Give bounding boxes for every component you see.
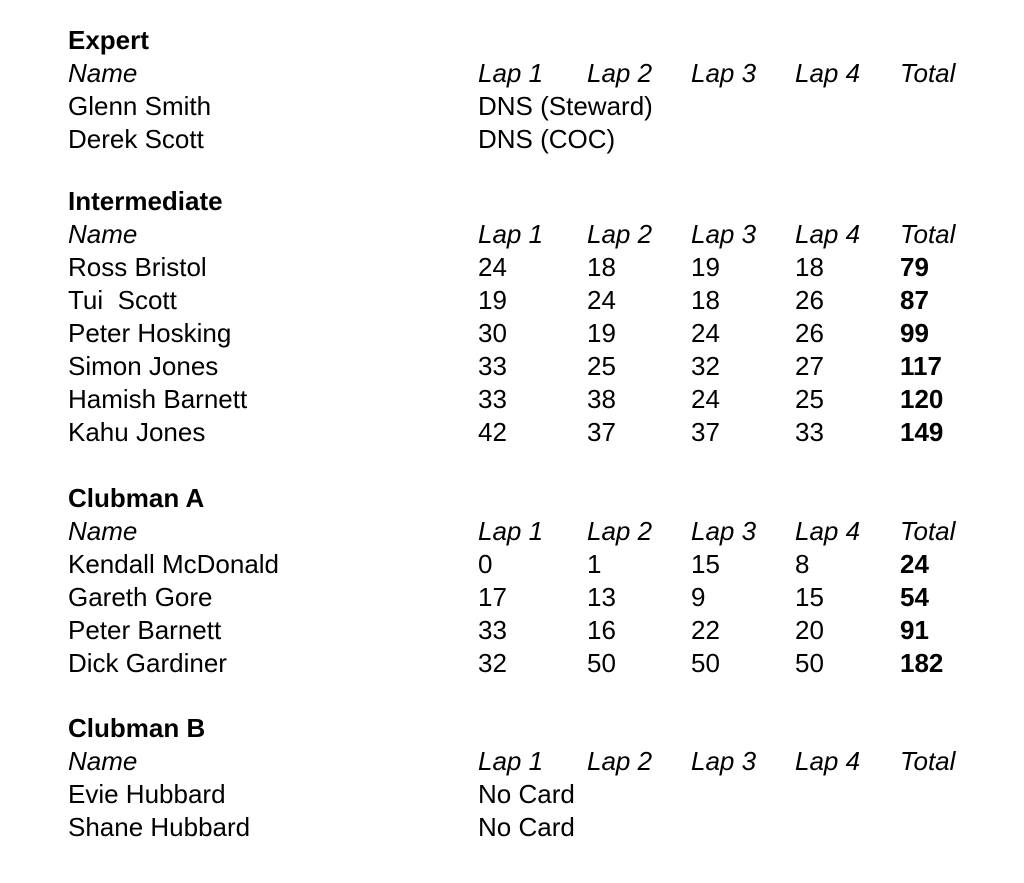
lap3-score: 22 [691,615,720,645]
header-lap4: Lap 4 [795,746,861,776]
lap2-score: 13 [587,582,616,612]
header-lap4: Lap 4 [795,58,861,88]
lap3-score: 50 [691,648,720,678]
lap2-score: 24 [587,285,616,315]
rider-row [0,284,1024,317]
header-lap2: Lap 2 [587,58,653,88]
header-lap4: Lap 4 [795,219,861,249]
lap3-score: 24 [691,318,720,348]
header-lap4: Lap 4 [795,516,861,546]
lap4-score: 26 [795,318,824,348]
lap4-score: 27 [795,351,824,381]
rider-row [0,548,1024,581]
column-header-row [0,745,1024,778]
rider-name: Evie Hubbard [68,779,226,809]
column-header-row [0,218,1024,251]
lap2-score: 25 [587,351,616,381]
total-score: 182 [900,648,944,678]
rider-name: Peter Hosking [68,318,232,348]
header-total: Total [900,516,956,546]
section-intermediate [0,185,1024,449]
lap3-score: 18 [691,285,720,315]
header-name: Name [68,219,138,249]
lap2-score: 19 [587,318,616,348]
rider-row [0,614,1024,647]
lap4-score: 26 [795,285,824,315]
rider-row [0,317,1024,350]
section-title-text: Expert [68,25,149,55]
lap3-score: 24 [691,384,720,414]
rider-row [0,383,1024,416]
header-lap3: Lap 3 [691,219,757,249]
rider-status-note: DNS (Steward) [478,91,653,121]
rider-row [0,123,1024,156]
section-title [0,185,1024,218]
rider-name: Simon Jones [68,351,219,381]
rider-name: Kahu Jones [68,417,206,447]
section-clubman-a [0,482,1024,680]
rider-name: Glenn Smith [68,91,212,121]
lap3-score: 32 [691,351,720,381]
lap1-score: 24 [478,252,507,282]
header-lap3: Lap 3 [691,58,757,88]
rider-name: Kendall McDonald [68,549,280,579]
lap4-score: 8 [795,549,810,579]
rider-row [0,416,1024,449]
header-lap1: Lap 1 [478,58,544,88]
section-title [0,482,1024,515]
rider-row [0,90,1024,123]
total-score: 117 [900,351,942,381]
lap3-score: 19 [691,252,720,282]
section-title-text: Clubman A [68,483,205,513]
lap2-score: 18 [587,252,616,282]
lap2-score: 1 [587,549,602,579]
lap3-score: 37 [691,417,720,447]
header-lap2: Lap 2 [587,219,653,249]
total-score: 120 [900,384,944,414]
lap1-score: 32 [478,648,507,678]
total-score: 79 [900,252,929,282]
lap1-score: 33 [478,351,507,381]
rider-row [0,581,1024,614]
lap4-score: 33 [795,417,824,447]
section-title [0,24,1024,57]
section-clubman-b [0,712,1024,844]
total-score: 54 [900,582,929,612]
rider-name: Hamish Barnett [68,384,248,414]
rider-name: Gareth Gore [68,582,213,612]
section-title-text: Clubman B [68,713,206,743]
column-header-row [0,57,1024,90]
rider-row [0,350,1024,383]
header-lap2: Lap 2 [587,516,653,546]
rider-name: Shane Hubbard [68,812,251,842]
column-header-row [0,515,1024,548]
lap2-score: 50 [587,648,616,678]
lap1-score: 33 [478,384,507,414]
header-total: Total [900,58,956,88]
lap4-score: 20 [795,615,824,645]
lap1-score: 33 [478,615,507,645]
section-expert [0,24,1024,156]
lap4-score: 25 [795,384,824,414]
lap2-score: 37 [587,417,616,447]
header-lap1: Lap 1 [478,746,544,776]
rider-row [0,251,1024,284]
rider-status-note: No Card [478,779,575,809]
lap4-score: 15 [795,582,824,612]
header-lap1: Lap 1 [478,516,544,546]
lap1-score: 17 [478,582,507,612]
rider-name: Ross Bristol [68,252,207,282]
lap1-score: 0 [478,549,493,579]
header-lap3: Lap 3 [691,516,757,546]
rider-status-note: No Card [478,812,575,842]
lap1-score: 42 [478,417,507,447]
section-title [0,712,1024,745]
lap2-score: 16 [587,615,616,645]
lap4-score: 18 [795,252,824,282]
total-score: 91 [900,615,929,645]
header-name: Name [68,58,138,88]
header-name: Name [68,516,138,546]
header-total: Total [900,219,956,249]
lap4-score: 50 [795,648,824,678]
rider-row [0,647,1024,680]
rider-name: Tui Scott [68,285,177,315]
lap3-score: 9 [691,582,706,612]
rider-row [0,778,1024,811]
header-lap2: Lap 2 [587,746,653,776]
lap2-score: 38 [587,384,616,414]
header-lap3: Lap 3 [691,746,757,776]
rider-row [0,811,1024,844]
section-title-text: Intermediate [68,186,223,216]
header-name: Name [68,746,138,776]
header-lap1: Lap 1 [478,219,544,249]
rider-name: Derek Scott [68,124,204,154]
lap1-score: 19 [478,285,507,315]
header-total: Total [900,746,956,776]
lap1-score: 30 [478,318,507,348]
total-score: 87 [900,285,929,315]
rider-name: Peter Barnett [68,615,222,645]
rider-name: Dick Gardiner [68,648,227,678]
total-score: 24 [900,549,929,579]
total-score: 149 [900,417,944,447]
total-score: 99 [900,318,929,348]
rider-status-note: DNS (COC) [478,124,616,154]
lap3-score: 15 [691,549,720,579]
